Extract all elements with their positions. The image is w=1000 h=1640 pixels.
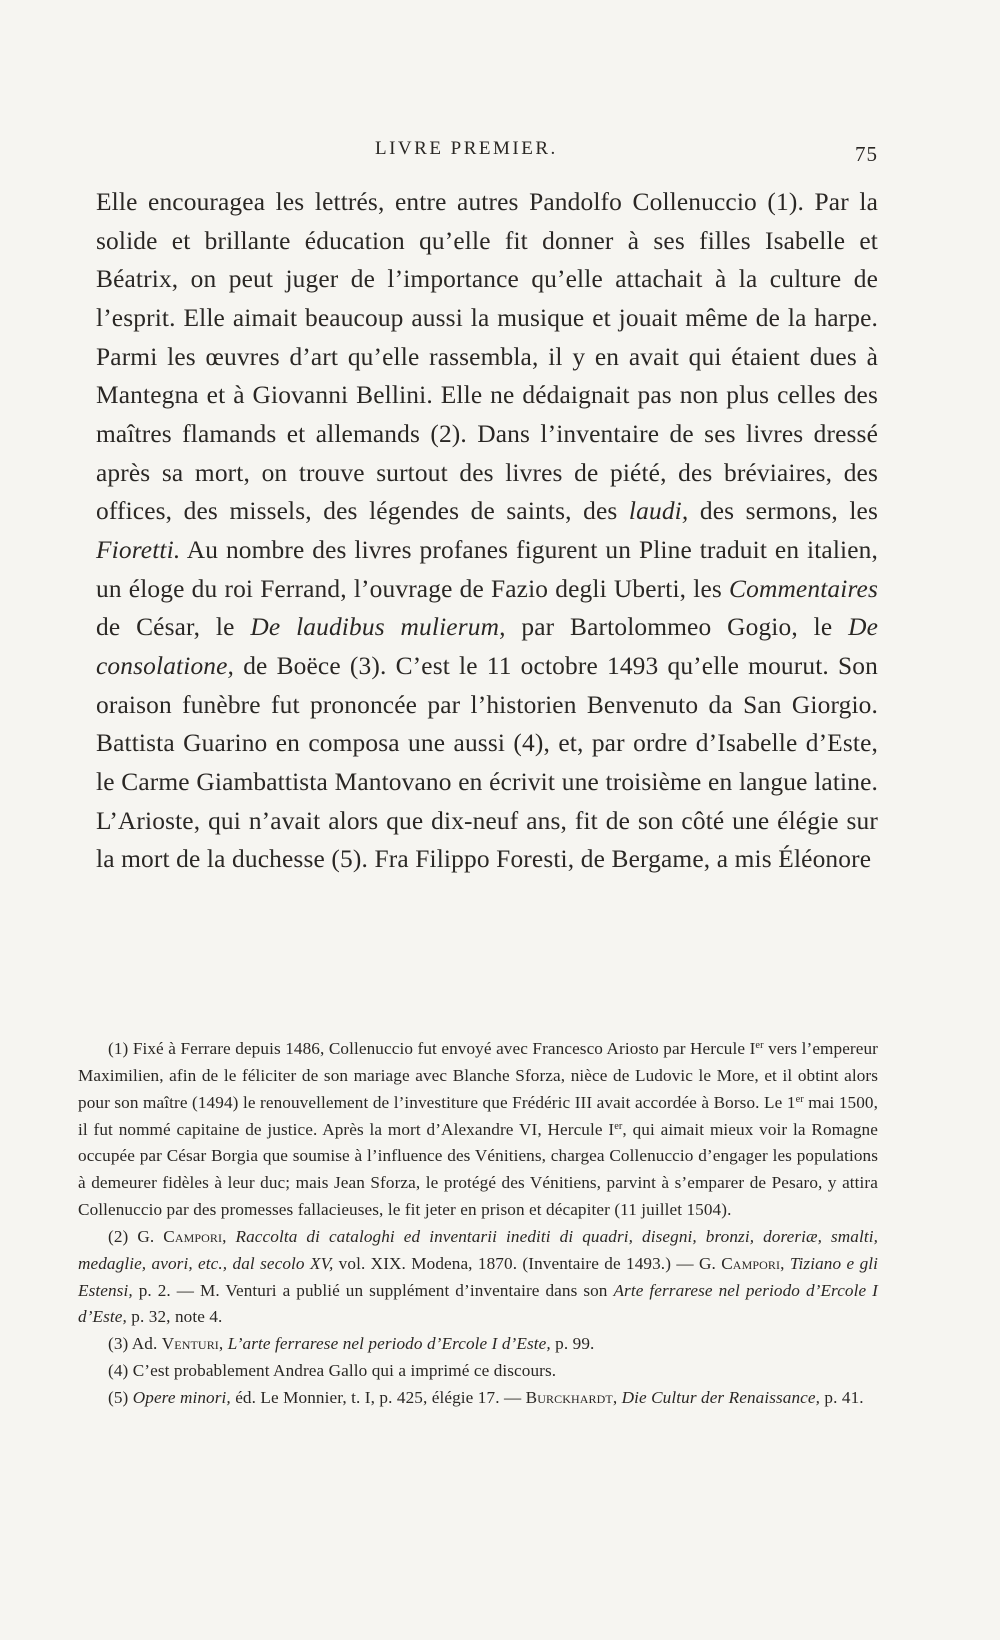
- footnote-text: , qui aimait mieux voir la Romagne occupée par César Borgia que soumise à l’influence des Vénitiens, chargea Collenuccio d’engager les populations à demeurer fidèles à leur duc; mais Jean Sforza, le protégé des Vénitiens, parvint à s’emparer de Pesaro, y attira Collenuccio par des promesses fallacieuses, le fit jeter en prison et décapiter (11 juillet 1504).: [78, 1119, 878, 1220]
- italic-commentaires: Commentaires: [729, 574, 878, 603]
- footnote-text: (2) G.: [108, 1226, 164, 1246]
- body-text-segment: Elle encouragea les lettrés, entre autres Pandolfo Collenuccio (1). Par la solide et brillante éducation qu’elle fit donner à ses filles Isabelle et Béatrix, on peut juger de l’importance qu’elle attachait à la culture de l’esprit. Elle aimait beaucoup aussi la musique et jouait même de la harpe. Parmi les œuvres d’art qu’elle rassembla, il y en avait qui étaient dues à Mantegna et à Giovanni Bellini. Elle ne dédaignait pas non plus celles des maîtres flamands et allemands (2). Dans l’inventaire de ses livres dressé après sa mort, on trouve surtout des livres de piété, des bréviaires, des offices, des missels, des légendes de saints, des: [96, 188, 878, 526]
- footnote-4: [78, 1358, 878, 1385]
- author-name: Campori: [721, 1253, 781, 1273]
- italic-de-consolatione: De consolatione,: [96, 613, 878, 680]
- running-title: LIVRE PREMIER.: [375, 138, 558, 159]
- book-title: Tiziano e gli Estensi,: [78, 1253, 879, 1300]
- superscript: er: [795, 1093, 804, 1105]
- footnote-text: ,: [780, 1253, 790, 1273]
- author-name: Burckhardt: [525, 1387, 613, 1407]
- footnotes: [78, 1036, 878, 1412]
- footnote-1: [78, 1036, 878, 1224]
- book-title: Raccolta di cataloghi ed inventarii inediti di quadri, disegni, bronzi, doreriæ, smalti, medaglie, avori, etc., dal secolo XV,: [78, 1226, 878, 1273]
- author-name: Campori: [163, 1226, 223, 1246]
- book-title: L’arte ferrarese nel periodo d’Ercole I d’Este,: [227, 1334, 551, 1354]
- page-number: 75: [855, 142, 878, 166]
- footnote-text: vol. XIX. Modena, 1870. (Inventaire de 1493.) — G.: [333, 1253, 722, 1273]
- body-text-segment: de Boëce (3). C’est le 11 octobre 1493 qu’elle mourut. Son oraison funèbre fut prononcée par l’historien Benvenuto da San Giorgio. Battista Guarino en composa une aussi (4), et, par ordre d’Isabelle d’Este, le Carme Giambattista Mantovano en écrivit une troisième en langue latine. L’Arioste, qui n’avait alors que dix-neuf ans, fit de son côté une élégie sur la mort de la duchesse (5). Fra Filippo Foresti, de Bergame, a mis Éléonore: [96, 651, 878, 874]
- superscript: er: [614, 1120, 623, 1132]
- author-name: Venturi: [161, 1334, 219, 1354]
- footnote-text: éd. Le Monnier, t. I, p. 425, élégie 17. —: [230, 1387, 526, 1407]
- footnote-5: [78, 1385, 878, 1412]
- footnote-3: [78, 1331, 878, 1358]
- footnote-text: (1) Fixé à Ferrare depuis 1486, Collenuccio fut envoyé avec Francesco Ariosto par Hercule I: [108, 1039, 756, 1058]
- footnote-text: p. 99.: [550, 1334, 595, 1354]
- main-paragraph: [96, 183, 878, 879]
- footnote-2: [78, 1224, 878, 1331]
- footnote-text: vers l’empereur Maximilien, afin de le féliciter de son mariage avec Blanche Sforza, nièce de Ludovic le More, et il obtint alors pour son maître (1494) le renouvellement de l’investiture que Frédéric III avait accordée à Borso. Le 1: [78, 1039, 879, 1112]
- body-text-segment: des sermons, les: [688, 497, 879, 526]
- footnote-text: mai 1500, il fut nommé capitaine de justice. Après la mort d’Alexandre VI, Hercule I: [78, 1092, 878, 1139]
- book-title: Arte ferrarese nel periodo d’Ercole I d’Este,: [78, 1280, 878, 1327]
- footnote-text: (4) C’est probablement Andrea Gallo qui a imprimé ce discours.: [108, 1361, 557, 1381]
- footnote-text: ,: [222, 1226, 236, 1246]
- italic-fioretti: Fioretti.: [96, 535, 181, 564]
- footnote-text: ,: [218, 1334, 228, 1354]
- footnote-text: p. 2. — M. Venturi a publié un supplément d’inventaire dans son: [132, 1280, 614, 1300]
- running-head: [0, 138, 1000, 178]
- footnote-text: p. 32, note 4.: [126, 1307, 223, 1327]
- body-text-segment: de César, le: [96, 613, 251, 642]
- footnote-text: ,: [612, 1387, 622, 1407]
- footnote-text: (3) Ad.: [108, 1334, 162, 1354]
- book-title: Opere minori,: [132, 1387, 231, 1407]
- superscript: er: [755, 1039, 764, 1051]
- footnote-text: (5): [108, 1387, 133, 1407]
- body-text-segment: par Bartolommeo Gogio, le: [505, 613, 849, 642]
- italic-laudi: laudi,: [628, 497, 689, 526]
- body-text-segment: Au nombre des livres profanes figurent un Pline traduit en italien, un éloge du roi Ferrand, l’ouvrage de Fazio degli Uberti, les: [96, 535, 878, 603]
- book-title: Die Cultur der Renaissance,: [621, 1387, 821, 1407]
- footnote-text: p. 41.: [820, 1387, 864, 1407]
- italic-de-laudibus: De laudibus mulierum,: [250, 613, 506, 642]
